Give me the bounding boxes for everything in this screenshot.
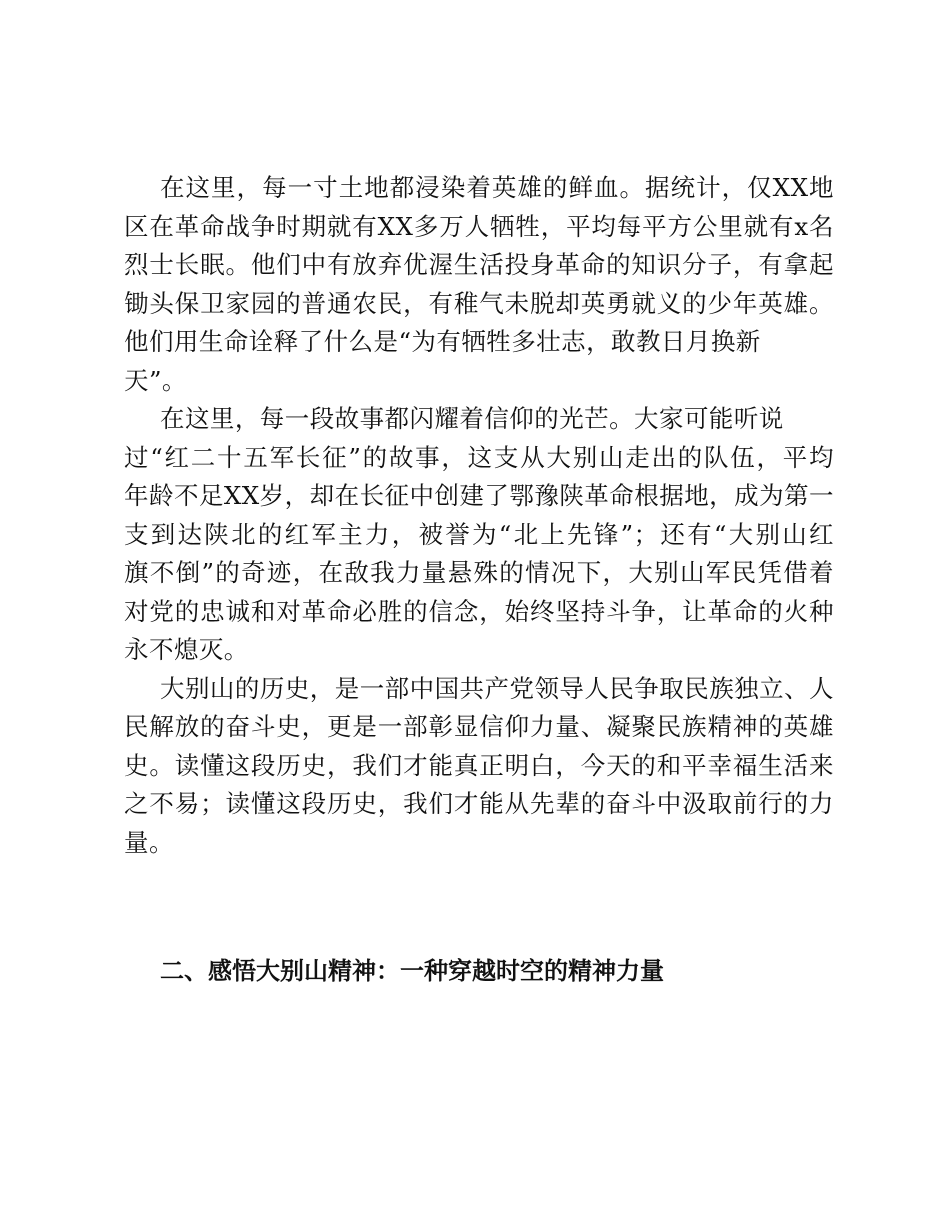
paragraph-3-line-3: 史。读懂这段历史，我们才能真正明白，今天的和平幸福生活来	[124, 750, 834, 780]
paragraph-3-line-5: 量。	[124, 827, 174, 857]
paragraph-2-line-3: 年龄不足XX岁，却在长征中创建了鄂豫陕革命根据地，成为第一	[124, 481, 834, 510]
paragraph-2-line-5: 旗不倒”的奇迹，在敌我力量悬殊的情况下，大别山军民凭借着	[124, 558, 834, 587]
paragraph-3-line-4: 之不易；读懂这段历史，我们才能从先辈的奋斗中汲取前行的力	[124, 789, 834, 818]
paragraph-2	[124, 400, 834, 670]
paragraph-1	[124, 169, 834, 400]
paragraph-3	[124, 670, 834, 863]
paragraph-1-line-3: 烈士长眠。他们中有放弃优渥生活投身革命的知识分子，有拿起	[124, 250, 834, 279]
document-body	[124, 169, 834, 862]
paragraph-2-line-4: 支到达陕北的红军主力，被誉为“北上先锋”；还有“大别山红	[124, 519, 834, 549]
paragraph-1-line-4: 锄头保卫家园的普通农民，有稚气未脱却英勇就义的少年英雄。	[124, 288, 834, 318]
section-heading: 二、感悟大别山精神：一种穿越时空的精神力量	[160, 957, 664, 985]
paragraph-2-line-7: 永不熄灭。	[124, 635, 249, 664]
paragraph-1-line-2: 区在革命战争时期就有XX多万人牺牲，平均每平方公里就有x名	[124, 211, 834, 241]
paragraph-1-line-1: 在这里，每一寸土地都浸染着英雄的鲜血。据统计，仅XX地	[160, 173, 834, 202]
paragraph-3-line-1: 大别山的历史，是一部中国共产党领导人民争取民族独立、人	[160, 673, 834, 703]
paragraph-1-line-6: 天”。	[124, 365, 187, 395]
paragraph-2-line-6: 对党的忠诚和对革命必胜的信念，始终坚持斗争，让革命的火种	[124, 596, 834, 626]
paragraph-2-line-2: 过“红二十五军长征”的故事，这支从大别山走出的队伍，平均	[124, 442, 834, 472]
paragraph-1-line-5: 他们用生命诠释了什么是“为有牺牲多壮志，敢教日月换新	[124, 327, 761, 356]
paragraph-3-line-2: 民解放的奋斗史，更是一部彰显信仰力量、凝聚民族精神的英雄	[124, 712, 834, 741]
paragraph-2-line-1: 在这里，每一段故事都闪耀着信仰的光芒。大家可能听说	[160, 404, 784, 433]
